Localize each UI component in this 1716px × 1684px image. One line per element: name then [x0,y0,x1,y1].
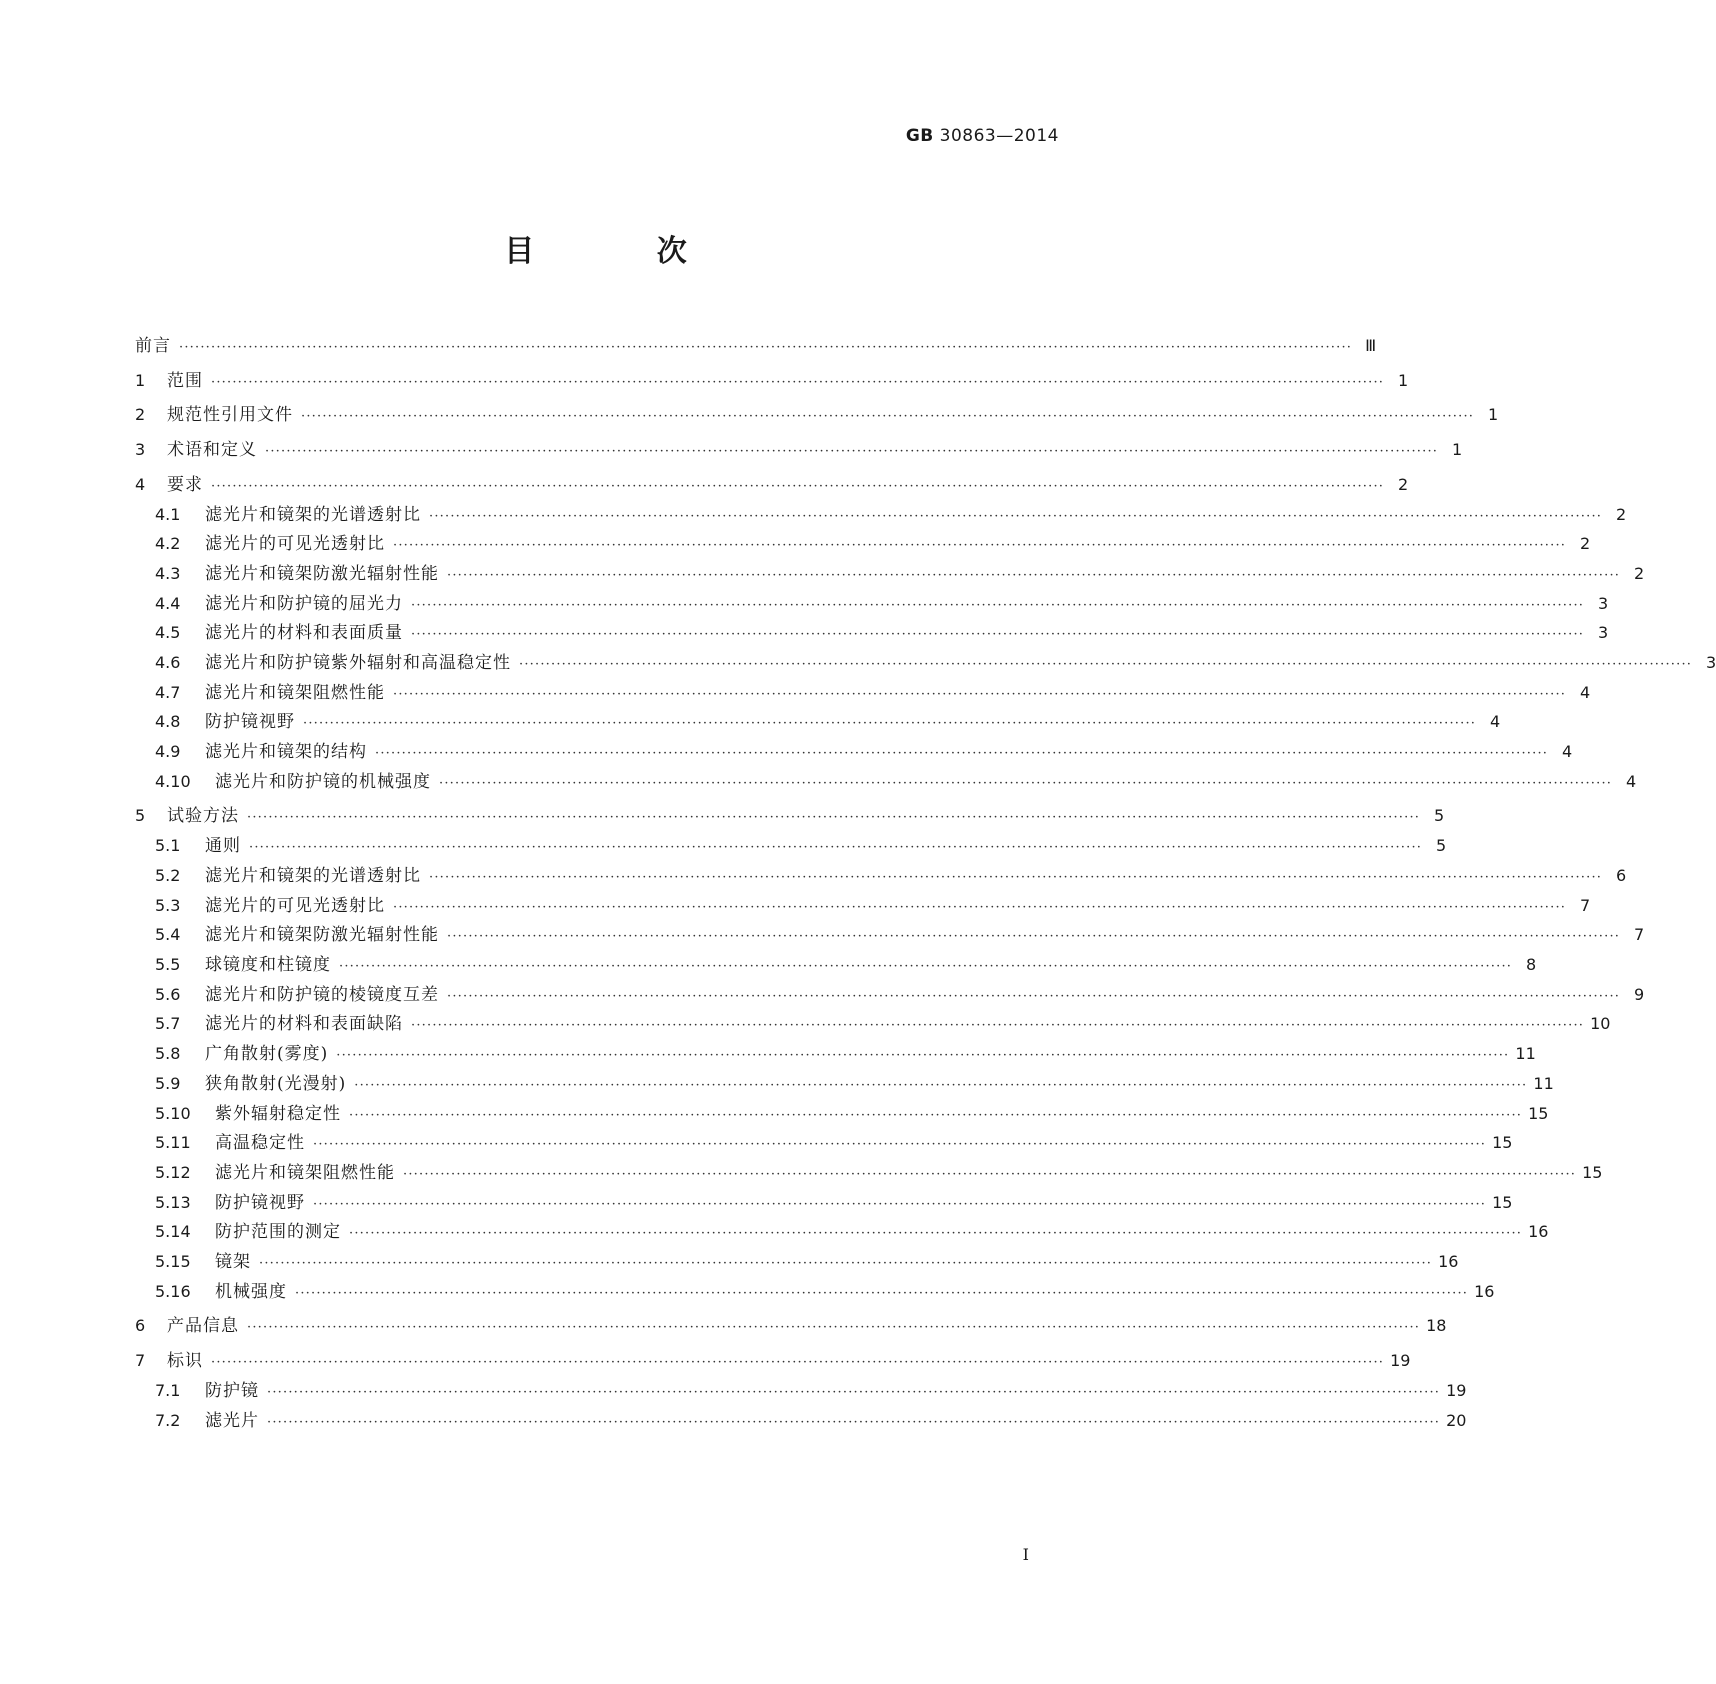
toc-entry-number: 5.7 [155,1014,181,1033]
dot-leader: ···························································································································································································································· [411,1018,1585,1033]
dot-leader: ···························································································································································································································· [411,627,1585,642]
toc-entry [155,1012,1611,1036]
toc-entry-label: 球镜度和柱镜度 [205,955,331,975]
dot-leader: ···························································································································································································································· [439,776,1613,791]
toc-entry-page: 6 [1615,866,1627,885]
toc-entry [155,1250,1459,1274]
toc-entry-number: 5.15 [155,1252,191,1271]
toc-entry-label: 紫外辐射稳定性 [215,1104,341,1124]
toc-entry-number: 5.14 [155,1222,191,1241]
toc-entry-number: 5.5 [155,955,181,974]
toc-entry-page: 4 [1561,742,1573,761]
toc-entry-label: 滤光片的材料和表面缺陷 [205,1014,403,1034]
dot-leader: ···························································································································································································································· [267,1415,1441,1430]
toc-entry-page: 5 [1435,836,1447,855]
toc-entry [155,503,1627,527]
toc-entry-page: 9 [1633,985,1645,1004]
toc-entry-label: 镜架 [215,1252,251,1272]
dot-leader: ···························································································································································································································· [429,509,1603,524]
dot-leader: ···························································································································································································································· [447,989,1621,1004]
dot-leader: ···························································································································································································································· [303,716,1477,731]
toc-entry-page: 18 [1426,1316,1447,1335]
toc-entry-number: 4.3 [155,564,181,583]
page-number: Ⅰ [1022,1545,1029,1564]
toc-entry [155,651,1716,675]
toc-entry [135,334,1377,358]
toc-entry-page: 1 [1487,405,1499,424]
toc-entry-number: 7 [135,1351,146,1370]
toc-entry-label: 滤光片和防护镜的屈光力 [205,594,403,614]
toc-entry-number: 5.16 [155,1282,191,1301]
toc-entry-number: 4.4 [155,594,181,613]
dot-leader: ···························································································································································································································· [301,409,1475,424]
toc-entry-number: 5.4 [155,925,181,944]
toc-entry-label: 滤光片和镜架的结构 [205,742,367,762]
toc-entry-page: 2 [1397,475,1409,494]
toc-entry-number: 3 [135,440,146,459]
toc-entry-number: 5 [135,806,146,825]
toc-entry-label: 滤光片和镜架阻燃性能 [215,1163,395,1183]
toc-entry [155,532,1591,556]
dot-leader: ···························································································································································································································· [249,840,1423,855]
toc-entry-label: 要求 [167,475,203,495]
toc-entry-label: 滤光片和镜架阻燃性能 [205,683,385,703]
toc-entry [155,1131,1513,1155]
toc-entry-page: 8 [1525,955,1537,974]
toc-entry-page: 15 [1582,1163,1603,1182]
toc-entry-page: 15 [1528,1104,1549,1123]
toc-entry-page: 7 [1633,925,1645,944]
standard-code [906,126,1059,146]
dot-leader: ···························································································································································································································· [211,1355,1385,1370]
toc-entry [155,864,1627,888]
toc-entry-page: 2 [1579,534,1591,553]
toc-entry-label: 机械强度 [215,1282,287,1302]
toc-entry-page: 19 [1446,1381,1467,1400]
toc-entry [155,953,1537,977]
toc-entry [155,1379,1467,1403]
dot-leader: ···························································································································································································································· [354,1078,1528,1093]
toc-entry-page: 16 [1474,1282,1495,1301]
dot-leader: ···························································································································································································································· [247,1320,1421,1335]
toc-entry-label: 范围 [167,371,203,391]
toc-entry-number: 4.5 [155,623,181,642]
dot-leader: ···························································································································································································································· [179,340,1353,355]
toc-entry [155,1220,1549,1244]
toc-entry-number: 7.2 [155,1411,181,1430]
toc-entry [155,681,1591,705]
toc-entry [155,1102,1549,1126]
dot-leader: ···························································································································································································································· [393,687,1567,702]
standard-prefix: GB [905,126,934,146]
toc-entry-page: 3 [1705,653,1716,672]
toc-entry-page: 3 [1597,623,1609,642]
toc-entry-label: 滤光片和镜架防激光辐射性能 [205,564,439,584]
dot-leader: ···························································································································································································································· [211,479,1385,494]
toc-entry-number: 1 [135,371,146,390]
toc-entry-page: 4 [1579,683,1591,702]
dot-leader: ···························································································································································································································· [211,375,1385,390]
toc-entry-page: Ⅲ [1365,336,1377,355]
toc-entry-page: 4 [1489,712,1501,731]
toc-entry-number: 5.2 [155,866,181,885]
toc-entry-number: 4.1 [155,505,181,524]
toc-entry [155,923,1645,947]
dot-leader: ···························································································································································································································· [393,900,1567,915]
toc-entry [155,1409,1467,1433]
dot-leader: ···························································································································································································································· [349,1226,1523,1241]
dot-leader: ···························································································································································································································· [295,1286,1469,1301]
dot-leader: ···························································································································································································································· [349,1108,1523,1123]
toc-entry-number: 5.9 [155,1074,181,1093]
toc-entry-page: 2 [1633,564,1645,583]
toc-entry-number: 4.9 [155,742,181,761]
toc-entry-page: 1 [1451,440,1463,459]
toc-entry-number: 2 [135,405,146,424]
toc-entry-number: 5.12 [155,1163,191,1182]
dot-leader: ···························································································································································································································· [375,746,1549,761]
toc-entry [135,403,1499,427]
toc-entry-page: 5 [1433,806,1445,825]
toc-entry-number: 4 [135,475,146,494]
toc-entry [155,562,1645,586]
toc-entry-page: 2 [1615,505,1627,524]
toc-entry-label: 标识 [167,1351,203,1371]
toc-entry [155,1280,1495,1304]
toc-entry [135,473,1409,497]
toc-entry-label: 试验方法 [167,806,239,826]
toc-entry-label: 滤光片和防护镜的机械强度 [215,772,431,792]
toc-entry-label: 滤光片和镜架的光谱透射比 [205,866,421,886]
dot-leader: ···························································································································································································································· [313,1137,1487,1152]
toc-entry-label: 滤光片的可见光透射比 [205,534,385,554]
toc-entry [155,710,1501,734]
toc-entry-label: 产品信息 [167,1316,239,1336]
toc-entry-label: 广角散射(雾度) [205,1044,329,1064]
toc-entry [155,770,1637,794]
toc-entry-label: 滤光片和镜架的光谱透射比 [205,505,421,525]
toc-entry-page: 11 [1533,1074,1554,1093]
toc-entry-number: 4.6 [155,653,181,672]
dot-leader: ···························································································································································································································· [247,810,1421,825]
toc-entry-number: 4.8 [155,712,181,731]
toc-entry-label: 滤光片的材料和表面质量 [205,623,403,643]
toc-entry [155,1161,1603,1185]
toc-entry [155,621,1609,645]
toc-entry-number: 4.2 [155,534,181,553]
toc-entry-page: 20 [1446,1411,1467,1430]
toc-entry-label: 滤光片 [205,1411,259,1431]
toc-entry-number: 5.13 [155,1193,191,1212]
toc-entry [155,834,1447,858]
toc-entry-label: 防护范围的测定 [215,1222,341,1242]
toc-entry-page: 16 [1438,1252,1459,1271]
toc-entry-label: 规范性引用文件 [167,405,293,425]
toc-entry-number: 5.3 [155,896,181,915]
toc-entry [155,1072,1554,1096]
toc-entry-page: 4 [1625,772,1637,791]
toc-entry-label: 前言 [135,336,171,356]
toc-entry-page: 10 [1590,1014,1611,1033]
toc-entry-label: 滤光片和防护镜的棱镜度互差 [205,985,439,1005]
toc-entry-label: 狭角散射(光漫射) [205,1074,347,1094]
toc-entry [155,983,1645,1007]
dot-leader: ···························································································································································································································· [519,657,1693,672]
toc-entry-number: 7.1 [155,1381,181,1400]
standard-number: 30863—2014 [939,126,1059,146]
dot-leader: ···························································································································································································································· [259,1256,1433,1271]
toc-entry-label: 滤光片和镜架防激光辐射性能 [205,925,439,945]
toc-entry-number: 5.10 [155,1104,191,1123]
toc-entry [155,1191,1513,1215]
dot-leader: ···························································································································································································································· [429,870,1603,885]
toc-entry-number: 4.10 [155,772,191,791]
dot-leader: ···························································································································································································································· [336,1048,1510,1063]
toc-entry-number: 5.8 [155,1044,181,1063]
page-title: 目 次 [504,234,743,269]
toc-entry-page: 3 [1597,594,1609,613]
toc-entry-label: 滤光片和防护镜紫外辐射和高温稳定性 [205,653,511,673]
toc-entry-label: 通则 [205,836,241,856]
toc-entry [155,740,1573,764]
toc-entry-label: 术语和定义 [167,440,257,460]
toc-entry [155,894,1591,918]
toc-entry-page: 19 [1390,1351,1411,1370]
toc-entry-number: 5.11 [155,1133,191,1152]
dot-leader: ···························································································································································································································· [447,568,1621,583]
dot-leader: ···························································································································································································································· [267,1385,1441,1400]
toc-entry-number: 4.7 [155,683,181,702]
toc-entry-number: 5.1 [155,836,181,855]
toc-entry-page: 11 [1515,1044,1536,1063]
dot-leader: ···························································································································································································································· [447,929,1621,944]
toc-entry [135,438,1463,462]
toc-entry [155,1042,1536,1066]
dot-leader: ···························································································································································································································· [403,1167,1577,1182]
toc-entry-number: 5.6 [155,985,181,1004]
toc-entry-number: 6 [135,1316,146,1335]
toc-entry-label: 滤光片的可见光透射比 [205,896,385,916]
toc-entry [155,592,1609,616]
toc-entry [135,804,1445,828]
dot-leader: ···························································································································································································································· [393,538,1567,553]
toc-entry [135,1349,1411,1373]
toc-entry-page: 15 [1492,1133,1513,1152]
dot-leader: ···························································································································································································································· [265,444,1439,459]
dot-leader: ···························································································································································································································· [339,959,1513,974]
toc-entry-page: 1 [1397,371,1409,390]
toc-entry-page: 7 [1579,896,1591,915]
toc-entry [135,369,1409,393]
dot-leader: ···························································································································································································································· [411,598,1585,613]
toc-entry-label: 防护镜视野 [205,712,295,732]
toc-entry-label: 高温稳定性 [215,1133,305,1153]
toc-entry [135,1314,1447,1338]
toc-entry-page: 15 [1492,1193,1513,1212]
toc-entry-page: 16 [1528,1222,1549,1241]
toc-entry-label: 防护镜视野 [215,1193,305,1213]
toc-entry-label: 防护镜 [205,1381,259,1401]
dot-leader: ···························································································································································································································· [313,1197,1487,1212]
